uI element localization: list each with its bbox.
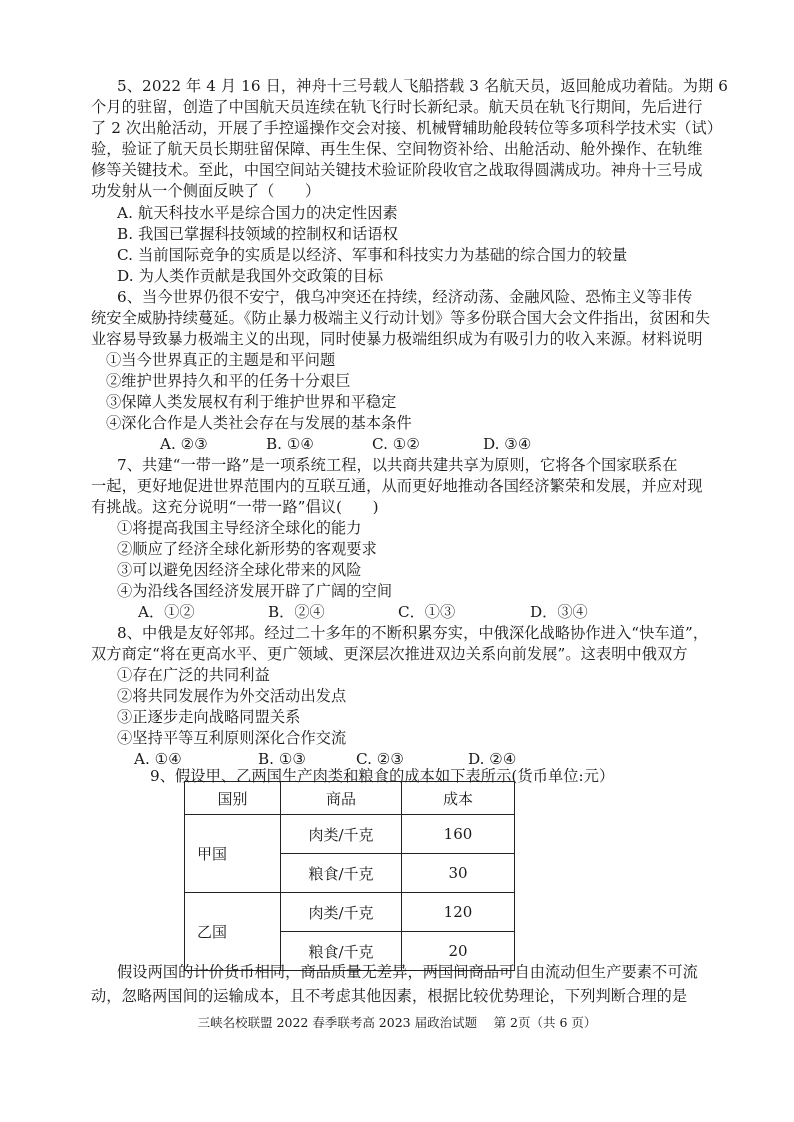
table-cell-country: 乙国	[185, 893, 281, 971]
cost-table	[184, 781, 515, 971]
q8-stem-line: 8、中俄是友好邻邦。经过二十多年的不断积累夯实，中俄深化战略协作进入“快车道”，	[117, 624, 709, 642]
q5-stem-line: 修等关键技术。至此，中国空间站关键技术验证阶段收官之战取得圆满成功。神舟十三号成	[91, 161, 703, 179]
q5-option-c: C. 当前国际竞争的实质是以经济、军事和科技实力为基础的综合国力的较量	[117, 246, 628, 264]
q6-choice-a: A. ②③	[160, 435, 208, 453]
q5-option-a: A. 航天科技水平是综合国力的决定性因素	[117, 204, 398, 222]
q7-choice-c: C．①③	[398, 603, 456, 621]
table-header-country: 国别	[185, 782, 281, 815]
q7-choice-b: B．②④	[268, 603, 325, 621]
q5-option-b: B. 我国已掌握科技领域的控制权和话语权	[117, 225, 399, 243]
q6-choices	[0, 434, 794, 454]
q6-item-3: ③保障人类发展权有利于维护世界和平稳定	[106, 393, 397, 411]
table-cell-country: 甲国	[185, 815, 281, 893]
q8-choice-c: C. ②③	[356, 750, 404, 768]
q8-item-4: ④坚持平等互利原则深化合作交流	[117, 729, 347, 747]
q8-choice-a: A. ①④	[134, 750, 182, 768]
q7-choice-d: D．③④	[530, 603, 588, 621]
q6-stem-line: 统安全威胁持续蔓延。《防止暴力极端主义行动计划》等多份联合国大会文件指出，贫困和失	[91, 309, 711, 327]
table-header-cost: 成本	[402, 782, 515, 815]
q7-stem-line: 一起，更好地促进世界范围内的互联互通，从而更好地推动各国经济繁荣和发展，并应对现	[91, 477, 703, 495]
table-header-row	[185, 782, 515, 815]
q6-choice-b: B. ①④	[266, 435, 315, 453]
table-cell-cost: 20	[402, 932, 515, 971]
q5-stem-line: 5、2022 年 4 月 16 日，神舟十三号载人飞船搭载 3 名航天员，返回舱成功着陆。为期 6	[117, 77, 728, 95]
table-cell-goods: 肉类/千克	[281, 893, 402, 932]
table-cell-cost: 160	[402, 815, 515, 854]
page-footer: 三峡名校联盟 2022 春季联考高 2023 届政治试题 第 2页（共 6 页）	[197, 1015, 597, 1030]
q8-stem-line: 双方商定“将在更高水平、更广领域、更深层次推进双边关系向前发展”。这表明中俄双方	[91, 645, 688, 663]
q7-choices	[0, 602, 794, 622]
q8-item-3: ③正逐步走向战略同盟关系	[117, 708, 301, 726]
q9-after-line: 动，忽略两国间的运输成本，且不考虑其他因素，根据比较优势理论，下列判断合理的是	[91, 987, 688, 1005]
q5-stem-line: 了 2 次出舱活动，开展了手控遥操作交会对接、机械臂辅助舱段转位等多项科学技术实（试）	[91, 119, 723, 137]
q5-stem-line: 验，验证了航天员长期驻留保障、再生生保、空间物资补给、出舱活动、舱外操作、在轨维	[91, 140, 703, 158]
q7-item-2: ②顺应了经济全球化新形势的客观要求	[117, 540, 377, 558]
table-row	[185, 893, 515, 932]
table-cell-goods: 粮食/千克	[281, 854, 402, 893]
q5-stem-line: 个月的驻留，创造了中国航天员连续在轨飞行时长新纪录。航天员在轨飞行期间，先后进行	[91, 98, 703, 116]
table-cell-cost: 30	[402, 854, 515, 893]
q6-stem-line: 6、当今世界仍很不安宁，俄乌冲突还在持续，经济动荡、金融风险、恐怖主义等非传	[117, 288, 693, 306]
q6-choice-c: C. ①②	[372, 435, 420, 453]
q7-stem-line: 有挑战。这充分说明“一带一路”倡议( )	[91, 498, 379, 516]
q6-item-2: ②维护世界持久和平的任务十分艰巨	[106, 372, 351, 390]
table-header-goods: 商品	[281, 782, 402, 815]
q8-item-1: ①存在广泛的共同利益	[117, 666, 270, 684]
q7-item-3: ③可以避免因经济全球化带来的风险	[117, 561, 362, 579]
q7-item-1: ①将提高我国主导经济全球化的能力	[117, 519, 362, 537]
q7-stem-line: 7、共建“一带一路”是一项系统工程，以共商共建共享为原则，它将各个国家联系在	[117, 456, 678, 474]
table-cell-cost: 120	[402, 893, 515, 932]
table-row	[185, 815, 515, 854]
q6-item-4: ④深化合作是人类社会存在与发展的基本条件	[106, 414, 412, 432]
q7-choice-a: A．①②	[138, 603, 195, 621]
q5-option-d: D. 为人类作贡献是我国外交政策的目标	[117, 267, 384, 285]
q9-stem: 9、假设甲、乙两国生产肉类和粮食的成本如下表所示(货币单位:元）	[150, 767, 615, 785]
table-cell-goods: 肉类/千克	[281, 815, 402, 854]
q7-item-4: ④为沿线各国经济发展开辟了广阔的空间	[117, 582, 393, 600]
q6-choice-d: D. ③④	[483, 435, 532, 453]
q6-item-1: ①当今世界真正的主题是和平问题	[106, 351, 336, 369]
q6-stem-line: 业容易导致暴力极端主义的出现，同时使暴力极端组织成为有吸引力的收入来源。材料说明	[91, 330, 703, 348]
q9-after-line: 假设两国的计价货币相同，商品质量无差异，两国间商品可自由流动但生产要素不可流	[117, 963, 698, 981]
q5-stem-line: 功发射从一个侧面反映了（ ）	[91, 182, 321, 200]
q8-item-2: ②将共同发展作为外交活动出发点	[117, 687, 347, 705]
table-cell-goods: 粮食/千克	[281, 932, 402, 971]
q8-choice-d: D. ②④	[468, 750, 517, 768]
q8-choice-b: B. ①③	[258, 750, 307, 768]
